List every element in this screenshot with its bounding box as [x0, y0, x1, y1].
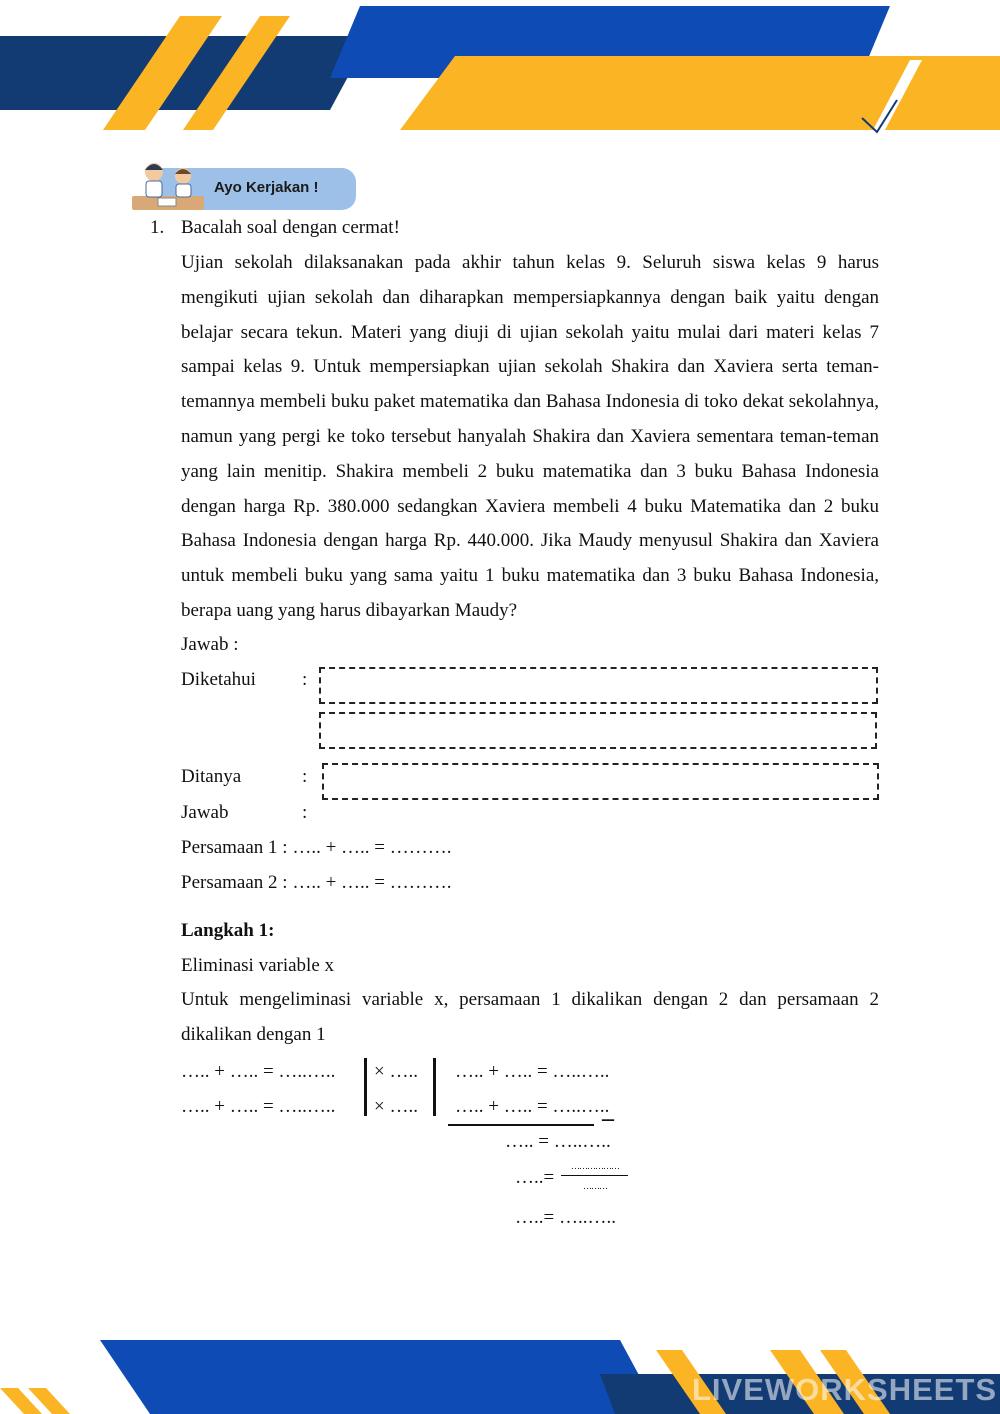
elim-multiplier-2: × ….. — [374, 1096, 418, 1117]
question-number: 1. — [150, 217, 165, 238]
ditanya-colon: : — [302, 766, 308, 787]
elim-right-eq-1: ….. + ….. = …..….. — [455, 1061, 610, 1082]
elim-multiplier-1: × ….. — [374, 1061, 418, 1082]
footer-blue-band — [100, 1340, 660, 1414]
langkah-1-title: Langkah 1: — [181, 920, 275, 941]
fraction-bar — [561, 1175, 628, 1176]
jawab-label: Jawab — [181, 802, 229, 823]
diketahui-input-1[interactable] — [319, 667, 878, 704]
question-paragraph: Ujian sekolah dilaksanakan pada akhir tahun kelas 9. Seluruh siswa kelas 9 harus mengikuti ujian sekolah dan diharapkan mempersiapkannya dengan baik yaitu dengan belajar secara tekun. Materi yang diuji di ujian sekolah yaitu mulai dari materi kelas 7 sampai kelas 9. Untuk mempersiapkan ujian sekolah Shakira dan Xaviera serta teman-temannya membeli buku paket matematika dan Bahasa Indonesia di toko dekat sekolahnya, namun yang pergi ke toko tersebut hanyalah Shakira dan Xaviera sementara teman-teman yang lain menitip. Shakira membeli 2 buku matematika dan 3 buku Bahasa Indonesia dengan harga Rp. 380.000 sedangkan Xaviera membeli 4 buku Matematika dan 2 buku Bahasa Indonesia dengan harga Rp. 440.000. Jika Maudy menyusul Shakira dan Xaviera untuk membeli buku yang sama yaitu 1 buku matematika dan 3 buku Bahasa Indonesia, berapa uang yang harus dibayarkan Maudy? — [181, 252, 879, 621]
diketahui-input-2[interactable] — [319, 712, 877, 749]
ditanya-label: Ditanya — [181, 766, 242, 787]
fraction-denominator: ……… — [583, 1181, 607, 1191]
ditanya-input[interactable] — [322, 763, 879, 800]
question-title: Bacalah soal dengan cermat! — [181, 217, 400, 238]
diketahui-label: Diketahui — [181, 669, 256, 690]
elim-bracket-right — [433, 1058, 436, 1116]
elim-result-1: ….. = …..….. — [505, 1131, 611, 1152]
elim-result-2-lhs: …..= — [515, 1167, 555, 1188]
elim-minus-sign: – — [602, 1106, 614, 1132]
students-icon — [128, 158, 208, 212]
elim-left-eq-2: ….. + ….. = …..….. — [181, 1096, 336, 1117]
persamaan-1: Persamaan 1 : ….. + ….. = ………. — [181, 837, 452, 858]
ayo-kerjakan-badge — [128, 168, 356, 210]
langkah-1-description: Untuk mengeliminasi variable x, persamaan 1 dikalikan dengan 2 dan persamaan 2 dikalikan dengan 1 — [181, 989, 879, 1045]
fraction-numerator: ……………… — [571, 1161, 619, 1171]
liveworksheets-watermark: LIVEWORKSHEETS — [692, 1372, 998, 1407]
elim-left-eq-1: ….. + ….. = …..….. — [181, 1061, 336, 1082]
elim-right-eq-2: ….. + ….. = …..….. — [455, 1096, 610, 1117]
badge-label: Ayo Kerjakan ! — [214, 179, 319, 196]
langkah-1-subtitle: Eliminasi variable x — [181, 955, 335, 976]
jawab-colon: : — [302, 802, 308, 823]
elim-bracket-left — [364, 1058, 367, 1116]
diketahui-colon: : — [302, 669, 308, 690]
elim-result-3: …..= …..….. — [515, 1207, 616, 1228]
jawab-heading: Jawab : — [181, 634, 239, 655]
header-decoration — [0, 0, 1000, 140]
persamaan-2: Persamaan 2 : ….. + ….. = ………. — [181, 872, 452, 893]
